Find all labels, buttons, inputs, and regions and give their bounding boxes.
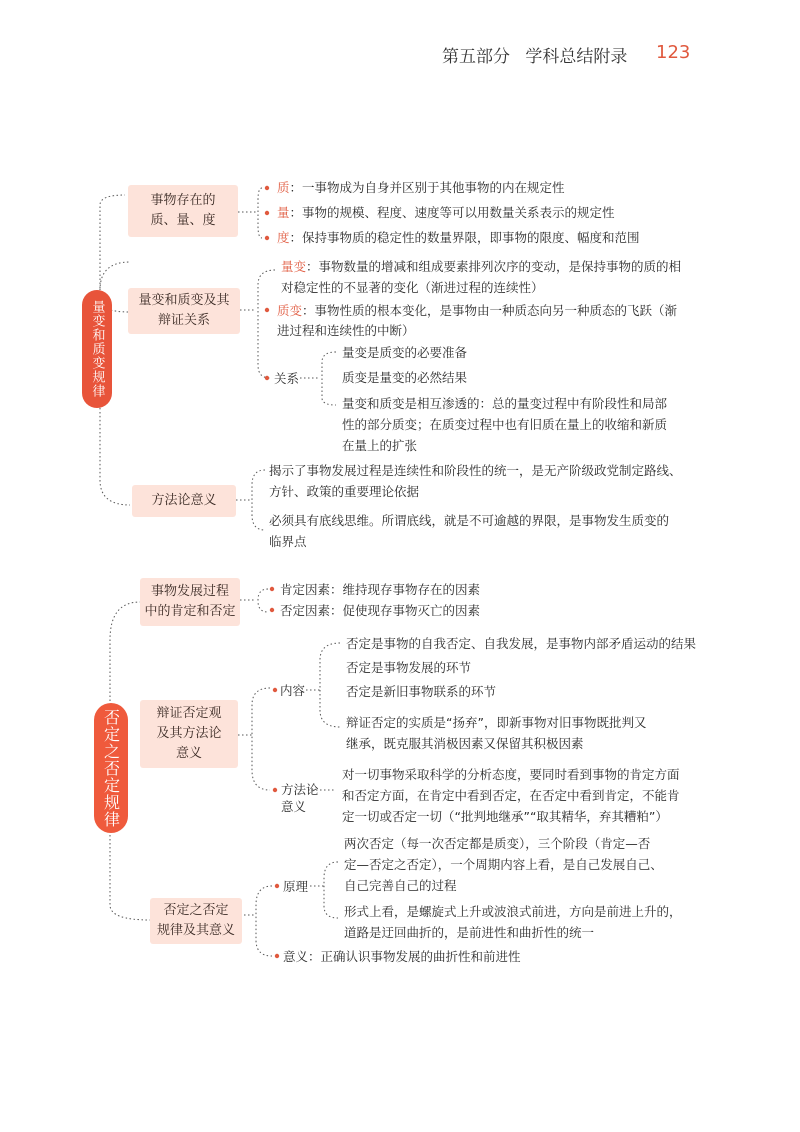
- item-text: ：一事物成为自身并区别于其他事物的内在规定性: [289, 180, 565, 195]
- box-dialectical-negation: [140, 700, 238, 768]
- item-key: 意义: [283, 949, 309, 964]
- item-text: ：维持现存事物存在的因素: [330, 582, 481, 597]
- quantitative-change-line-1: [281, 256, 681, 277]
- methodology-label-line-2: 意义: [281, 799, 307, 814]
- relation-item-3-line-3: 在量上的扩张: [342, 438, 418, 453]
- item-key: 量变: [281, 259, 307, 274]
- box-quantitative-qualitative-change: [128, 288, 240, 334]
- principle-label: 原理: [283, 879, 309, 894]
- item-text: ：保持事物质的稳定性的数量界限，即事物的限度、幅度和范围: [289, 230, 640, 245]
- significance: [283, 946, 521, 967]
- methodology-1-line-1: 揭示了事物发展过程是连续性和阶段性的统一，是无产阶级政党制定路线、: [269, 463, 682, 478]
- methodology-label-line-1: 方法论: [281, 782, 319, 797]
- relation-item-2: 质变是量变的必然结果: [342, 370, 468, 385]
- box-label-line-1: 事物发展过程: [150, 584, 229, 599]
- methodology-text-line-1: 对一切事物采取科学的分析态度，要同时看到事物的肯定方面: [342, 767, 680, 782]
- box-label-line-2: 规律及其意义: [156, 923, 235, 938]
- qualitative-change-line-2: 进过程和连续性的中断）: [277, 323, 415, 338]
- box-quality-quantity-degree: [128, 185, 238, 237]
- item-quality: [277, 177, 565, 198]
- content-label: 内容: [280, 683, 306, 698]
- content-item-4-line-1: 辩证否定的实质是“扬弃”，即新事物对旧事物既批判又: [346, 715, 647, 730]
- relation-item-1: 量变是质变的必要准备: [342, 345, 468, 360]
- quantitative-change-line-2: 对稳定性的不显著的变化（渐进过程的连续性）: [281, 280, 544, 295]
- page-number: 123: [656, 42, 691, 63]
- content-item-4-line-2: 继承，既克服其消极因素又保留其积极因素: [346, 736, 584, 751]
- relation-item-3-line-2: 性的部分质变；在质变过程中也有旧质在量上的收缩和新质: [342, 417, 668, 432]
- methodology-text-line-2: 和否定方面，在肯定中看到否定，在否定中看到肯定，不能肯: [342, 788, 680, 803]
- item-key: 肯定因素: [280, 582, 331, 597]
- negative-factor: [280, 600, 480, 621]
- box-label-line-1: 辩证否定观: [156, 706, 222, 721]
- section-title: 学科总结附录: [525, 47, 628, 67]
- item-key: 量: [277, 205, 290, 220]
- item-text: ：促使现存事物灭亡的因素: [330, 603, 481, 618]
- box-affirmation-negation: [140, 578, 240, 626]
- item-text: ：事物性质的根本变化，是事物由一种质态向另一种质态的飞跃（渐: [302, 303, 678, 318]
- item-key: 否定因素: [280, 603, 331, 618]
- item-text: ：事物的规模、程度、速度等可以用数量关系表示的规定性: [289, 205, 615, 220]
- side-tag-negation-of-negation: 否定之否定规律: [94, 703, 128, 833]
- qualitative-change-line-1: [277, 300, 677, 321]
- box-label-line-3: 意义: [175, 746, 202, 761]
- principle-2-line-1: 形式上看，是螺旋式上升或波浪式前进，方向是前进上升的，: [344, 904, 682, 919]
- relation-item-3-line-1: 量变和质变是相互渗透的：总的量变过程中有阶段性和局部: [342, 396, 668, 411]
- content-item-3: 否定是新旧事物联系的环节: [346, 684, 497, 699]
- item-key: 质: [277, 180, 290, 195]
- item-quantity: [277, 202, 615, 223]
- content-item-2: 否定是事物发展的环节: [346, 660, 472, 675]
- item-key: 度: [277, 230, 290, 245]
- principle-2-line-2: 道路是迂回曲折的，是前进性和曲折性的统一: [344, 925, 595, 940]
- box-negation-of-negation-law: [150, 898, 242, 944]
- section-number: 第五部分: [442, 47, 510, 67]
- item-text: ：事物数量的增减和组成要素排列次序的变动，是保持事物的质的相: [306, 259, 682, 274]
- relation-label: 关系: [274, 371, 300, 386]
- methodology-text-line-3: 定一切或否定一切（“批判地继承”“取其精华，弃其糟粕”）: [342, 809, 668, 824]
- item-degree: [277, 227, 640, 248]
- methodology-2-line-1: 必须具有底线思维。所谓底线，就是不可逾越的界限，是事物发生质变的: [269, 513, 670, 528]
- methodology-1-line-2: 方针、政策的重要理论依据: [269, 484, 420, 499]
- box-label-line-2: 中的肯定和否定: [144, 604, 236, 619]
- box-label: 量变和质变及其辩证关系: [138, 293, 230, 328]
- item-text: ：正确认识事物发展的曲折性和前进性: [308, 949, 521, 964]
- box-methodology: 方法论意义: [132, 485, 236, 517]
- affirmative-factor: [280, 579, 480, 600]
- box-label-line-1: 否定之否定: [163, 903, 229, 918]
- content-item-1: 否定是事物的自我否定、自我发展，是事物内部矛盾运动的结果: [346, 636, 697, 651]
- principle-1-line-3: 自己完善自己的过程: [344, 878, 457, 893]
- section-label: [442, 42, 627, 67]
- item-key: 质变: [277, 303, 303, 318]
- box-label: 事物存在的质、量、度: [150, 193, 216, 228]
- methodology-2-line-2: 临界点: [269, 534, 307, 549]
- principle-1-line-1: 两次否定（每一次否定都是质变），三个阶段（肯定—否: [344, 836, 651, 851]
- box-label-line-2: 及其方法论: [156, 726, 222, 741]
- principle-1-line-2: 定—否定之否定），一个周期内容上看，是自己发展自己、: [344, 857, 663, 872]
- side-tag-quality-quantity: 量变和质变规律: [82, 290, 112, 408]
